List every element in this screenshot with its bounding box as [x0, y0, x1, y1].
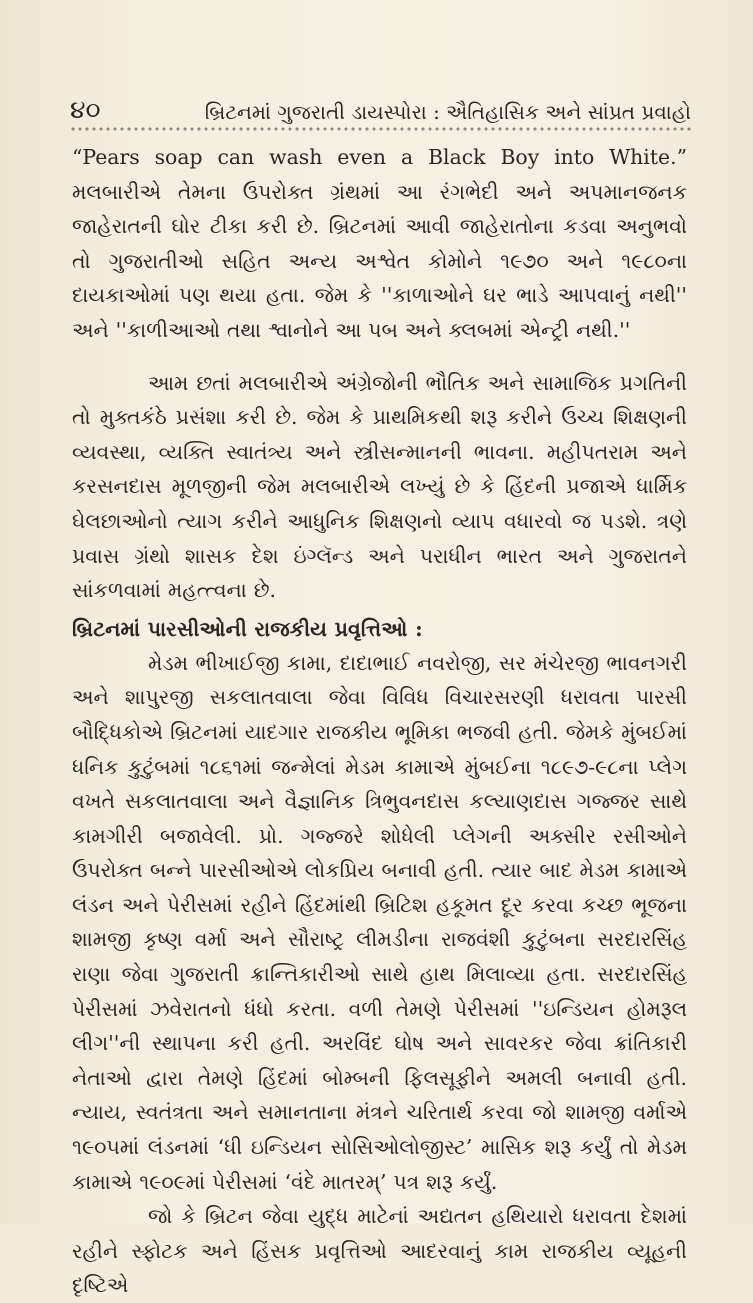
running-title: બ્રિટનમાં ગુજરાતી ડાયસ્પોરા : ઐતિહાસિક અને સાંપ્રત પ્રવાહો	[204, 100, 691, 124]
paragraph-1: “Pears soap can wash even a Black Boy into White.” મલબારીએ તેમના ઉપરોક્ત ગ્રંથમાં આ રંગભેદી અને અપમાનજનક જાહેરાતની ઘોર ટીકા કરી છે. બ્રિટનમાં આવી જાહેરાતોના કડવા અનુભવો તો ગુજરાતીઓ સહિત અન્ય અશ્વેત કોમોને ૧૯૭૦ અને ૧૯૮૦ના દાયકાઓમાં પણ થયા હતા. જેમ કે ''કાળાઓને ઘર ભાડે આપવાનું નથી'' અને ''કાળીઆઓ તથા શ્વાનોને આ પબ અને ક્લબમાં એન્ટ્રી નથી.''	[72, 145, 687, 342]
paragraph-3: મેડમ ભીખાઈજી કામા, દાદાભાઈ નવરોજી, સર મંચેરજી ભાવનગરી અને શાપુરજી સકલાતવાલા જેવા વિવિધ વિચારસરણી ધરાવતા પારસી બૌદ્ધિકોએ બ્રિટનમાં યાદગાર રાજકીય ભૂમિકા ભજવી હતી. જેમકે મુંબઈમાં ધનિક કુટુંબમાં ૧૮૬૧માં જન્મેલાં મેડમ કામાએ મુંબઈના ૧૮૯૭-૯૮ના પ્લેગ વખતે સકલાતવાલા અને વૈજ્ઞાનિક ત્રિભુવનદાસ કલ્યાણદાસ ગજ્જર સાથે કામગીરી બજાવેલી. પ્રો. ગજ્જરે શોધેલી પ્લેગની અક્સીર રસીઓને ઉપરોક્ત બન્ને પારસીઓએ લોકપ્રિય બનાવી હતી. ત્યાર બાદ મેડમ કામાએ લંડન અને પેરીસમાં રહીને હિંદમાંથી બ્રિટિશ હકૂમત દૂર કરવા કચ્છ ભૂજના શામજી કૃષ્ણ વર્મા અને સૌરાષ્ટ્ર લીમડીના રાજવંશી કુટુંબના સરદારસિંહ રાણા જેવા ગુજરાતી ક્રાન્તિકારીઓ સાથે હાથ મિલાવ્યા હતા. સરદારસિંહ પેરીસમાં ઝવેરાતનો ધંધો કરતા. વળી તેમણે પેરીસમાં ''ઇન્ડિયન હોમરૂલ લીગ''ની સ્થાપના કરી હતી. અરવિંદ ઘોષ અને સાવરકર જેવા ક્રાંતિકારી નેતાઓ દ્વારા તેમણે હિંદમાં બોમ્બની ફિલસૂફીને અમલી બનાવી હતી. ન્યાય, સ્વતંત્રતા અને સમાનતાના મંત્રને ચરિતાર્થ કરવા જો શામજી વર્માએ ૧૯૦૫માં લંડનમાં ‘ધી ઇન્ડિયન સોસિઓલોજીસ્ટ’ માસિક શરૂ કર્યું તો મેડમ કામાએ ૧૯૦૯માં પેરીસમાં ‘વંદે માતરમ્’ પત્ર શરૂ કર્યું.	[72, 650, 687, 1194]
paragraph-2: આમ છતાં મલબારીએ અંગ્રેજોની ભૌતિક અને સામાજિક પ્રગતિની તો મુક્તકંઠે પ્રસંશા કરી છે. જેમ કે પ્રાથમિકથી શરૂ કરીને ઉચ્ચ શિક્ષણની વ્યવસ્થા, વ્યક્તિ સ્વાતંત્ર્ય અને સ્ત્રીસન્માનની ભાવના. મહીપતરામ અને કરસનદાસ મૂળજીની જેમ મલબારીએ લખ્યું છે કે હિંદની પ્રજાએ ધાર્મિક ઘેલછાઓનો ત્યાગ કરીને આધુનિક શિક્ષણનો વ્યાપ વધારવો જ પડશે. ત્રણે પ્રવાસ ગ્રંથો શાસક દેશ ઇંગ્લૅન્ડ અને પરાધીન ભારત અને ગુજરાતને સાંકળવામાં મહત્ત્વના છે.	[72, 370, 687, 603]
section-heading: બ્રિટનમાં પારસીઓની રાજકીય પ્રવૃત્તિઓ :	[72, 616, 423, 641]
paragraph-4: જો કે બ્રિટન જેવા યુદ્ધ માટેનાં અદ્યતન હથિયારો ધરાવતા દેશમાં રહીને સ્ફોટક અને હિંસક પ્રવૃત્તિઓ આદરવાનું કામ રાજકીય વ્યૂહની દૃષ્ટિએ	[72, 1204, 687, 1298]
page-header	[70, 82, 691, 122]
header-divider	[70, 125, 691, 133]
page-body	[72, 140, 687, 1303]
page-number: ૪૦	[70, 95, 101, 124]
